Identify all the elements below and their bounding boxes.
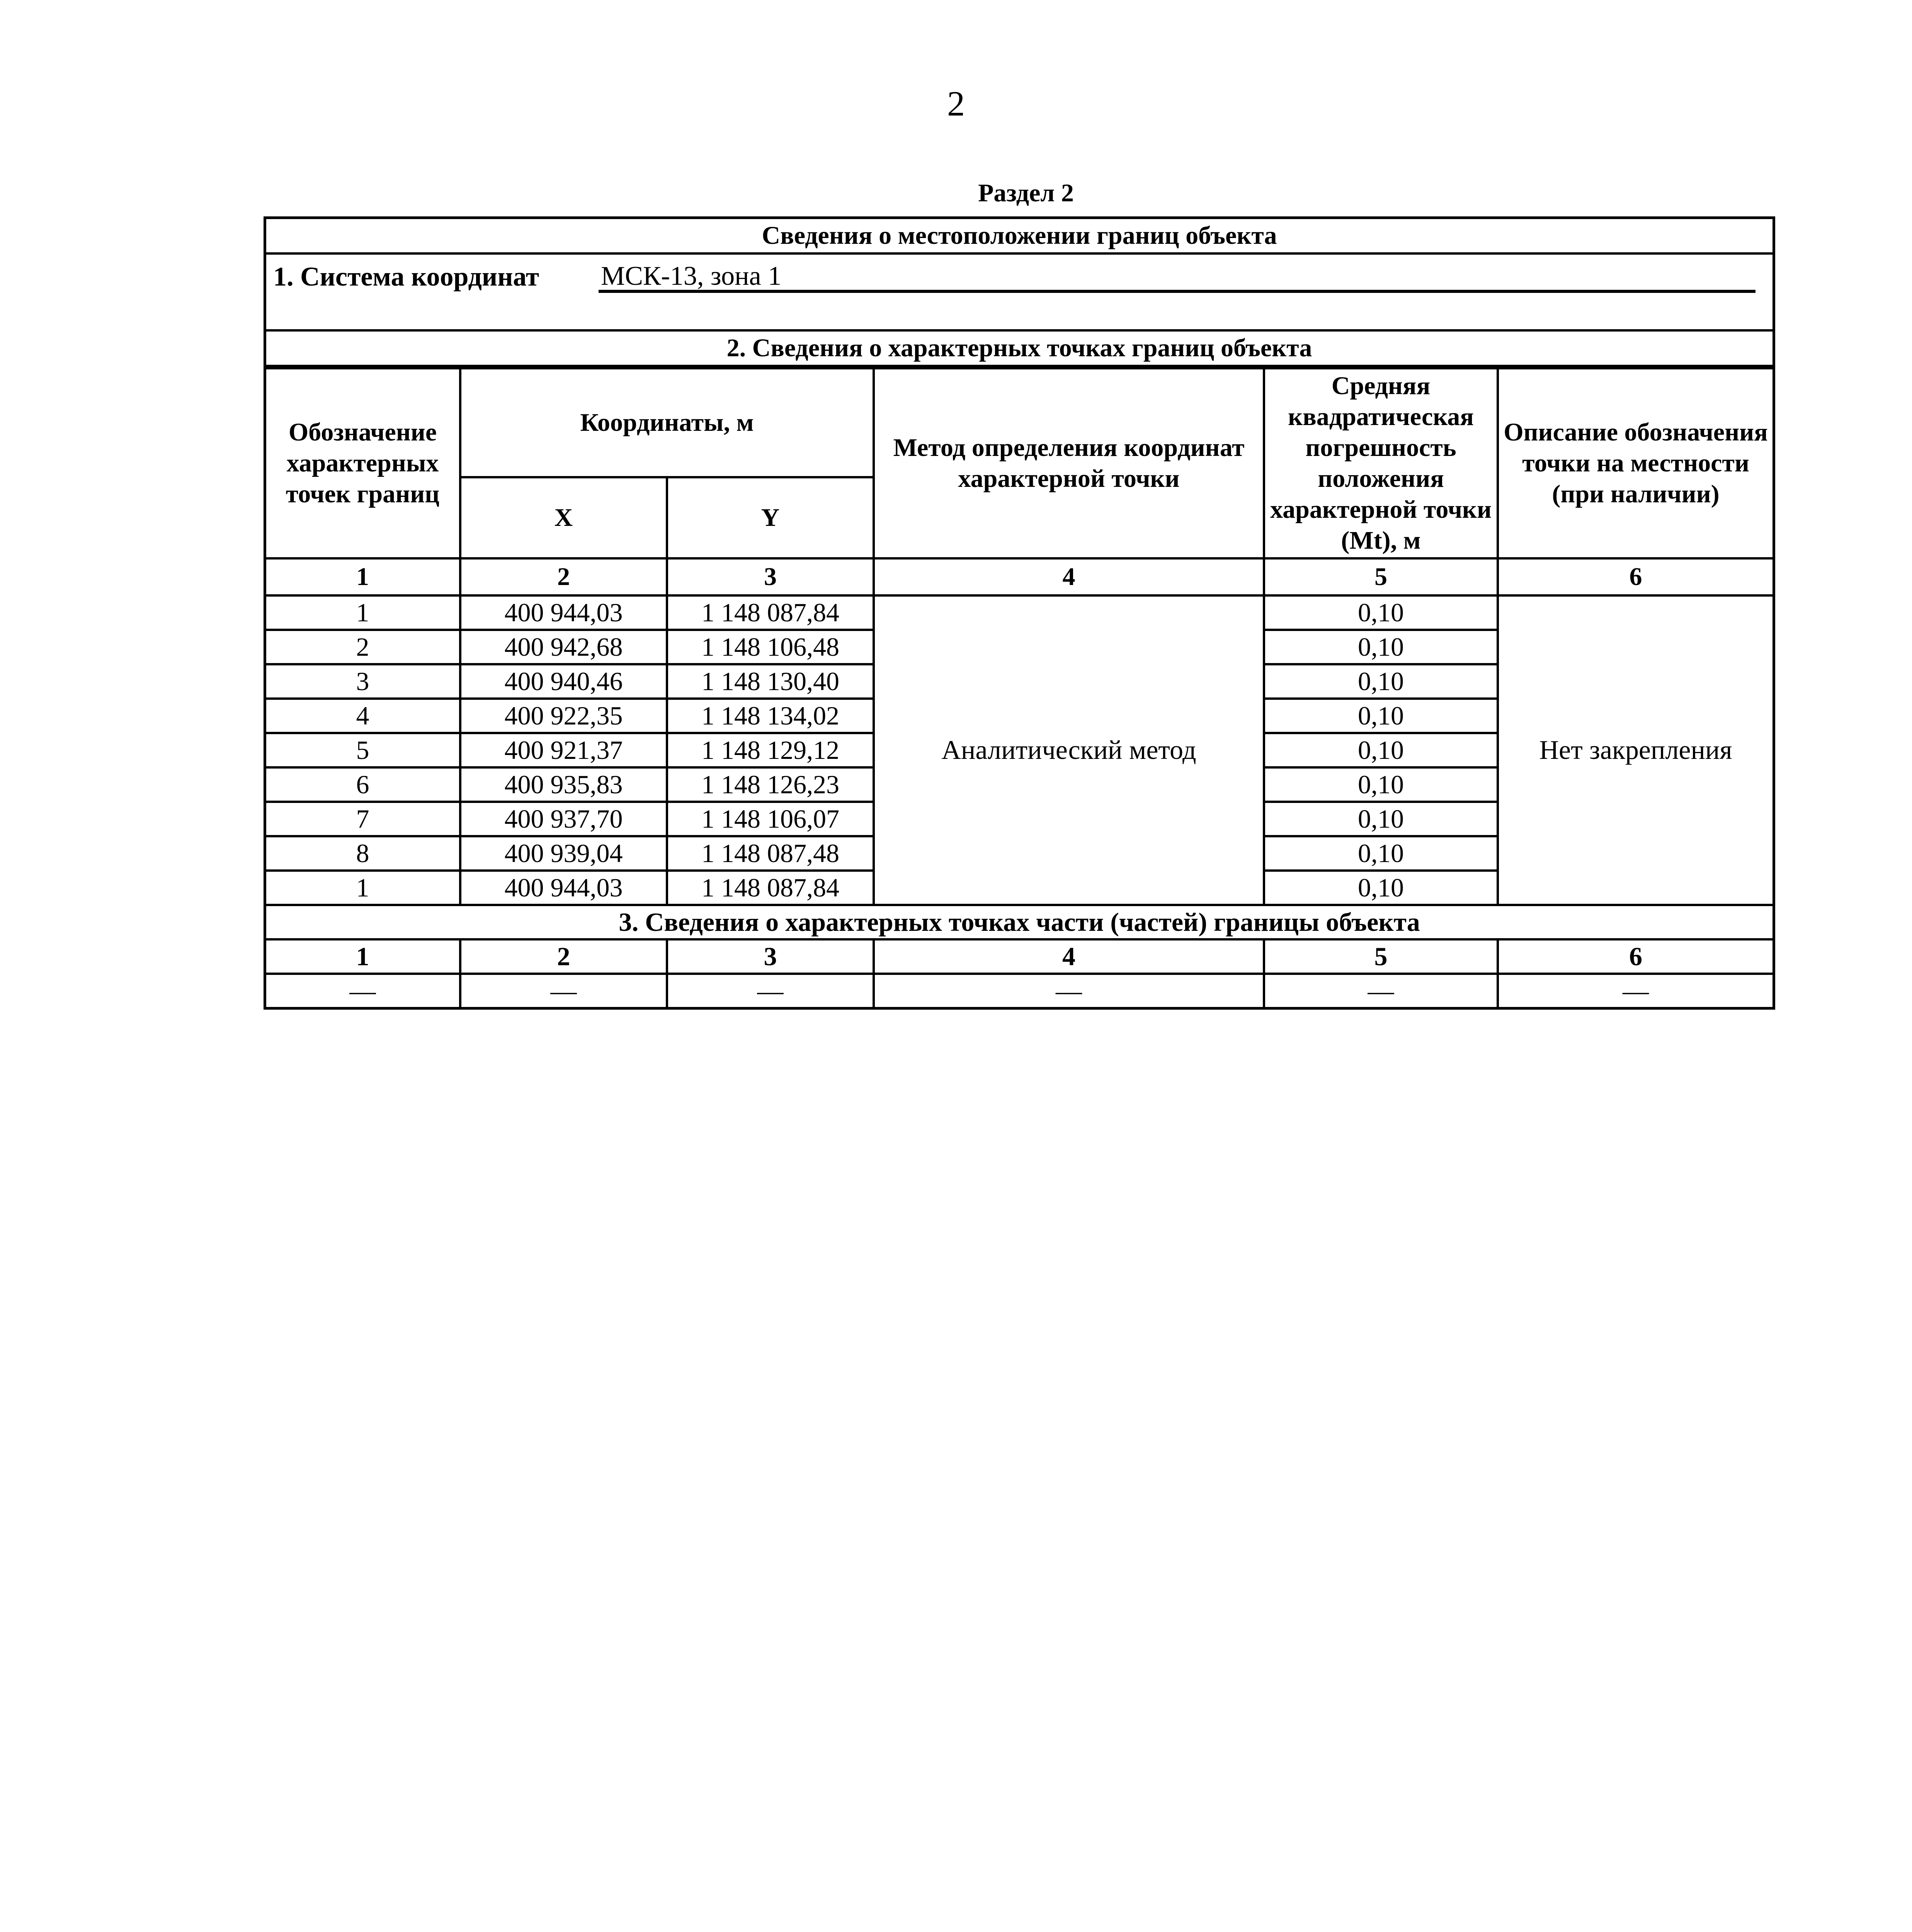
column-number: 4	[874, 558, 1264, 595]
point-mt: 0,10	[1264, 733, 1498, 767]
point-y: 1 148 087,48	[667, 836, 874, 871]
empty-dash: —	[460, 974, 667, 1007]
coordinate-system-row	[266, 255, 1773, 298]
point-y: 1 148 087,84	[667, 871, 874, 905]
points-section-title: 2. Сведения о характерных точках границ объекта	[266, 332, 1773, 367]
point-y: 1 148 106,48	[667, 630, 874, 664]
header-coordinates: Координаты, м	[460, 368, 874, 477]
point-x: 400 939,04	[460, 836, 667, 871]
column-number: 6	[1498, 939, 1773, 974]
point-id: 8	[266, 836, 460, 871]
header-designation: Обозначение характерных точек границ	[266, 368, 460, 558]
point-id: 2	[266, 630, 460, 664]
point-x: 400 922,35	[460, 699, 667, 733]
empty-dash: —	[1264, 974, 1498, 1007]
point-y: 1 148 129,12	[667, 733, 874, 767]
point-mt: 0,10	[1264, 767, 1498, 802]
point-y: 1 148 087,84	[667, 595, 874, 630]
column-number: 3	[667, 939, 874, 974]
column-number: 1	[266, 558, 460, 595]
point-id: 3	[266, 664, 460, 699]
header-x: X	[460, 477, 667, 558]
description-cell: Нет закрепления	[1498, 595, 1773, 905]
column-number: 5	[1264, 939, 1498, 974]
point-mt: 0,10	[1264, 836, 1498, 871]
point-mt: 0,10	[1264, 802, 1498, 836]
point-mt: 0,10	[1264, 871, 1498, 905]
coordinate-system-label: 1. Система координат	[273, 262, 539, 292]
column-number: 1	[266, 939, 460, 974]
page-number: 2	[947, 84, 965, 123]
table-row	[266, 595, 1773, 630]
column-number: 6	[1498, 558, 1773, 595]
point-id: 1	[266, 871, 460, 905]
point-id: 7	[266, 802, 460, 836]
column-number: 4	[874, 939, 1264, 974]
parts-empty-row	[266, 974, 1773, 1007]
point-mt: 0,10	[1264, 699, 1498, 733]
column-number: 5	[1264, 558, 1498, 595]
point-x: 400 944,03	[460, 595, 667, 630]
point-id: 5	[266, 733, 460, 767]
method-cell: Аналитический метод	[874, 595, 1264, 905]
point-y: 1 148 126,23	[667, 767, 874, 802]
boundary-document-table	[264, 216, 1775, 1010]
point-x: 400 940,46	[460, 664, 667, 699]
point-x: 400 937,70	[460, 802, 667, 836]
header-method: Метод определения координат характерной точки	[874, 368, 1264, 558]
point-mt: 0,10	[1264, 630, 1498, 664]
parts-section-title-row	[266, 905, 1773, 939]
parts-section-title: 3. Сведения о характерных точках части (частей) границы объекта	[266, 905, 1773, 939]
empty-dash: —	[1498, 974, 1773, 1007]
empty-dash: —	[667, 974, 874, 1007]
empty-dash: —	[266, 974, 460, 1007]
point-y: 1 148 130,40	[667, 664, 874, 699]
point-x: 400 935,83	[460, 767, 667, 802]
points-table	[266, 367, 1773, 1007]
point-y: 1 148 134,02	[667, 699, 874, 733]
header-accuracy: Средняя квадратическая погрешность положения характерной точки (Mt), м	[1264, 368, 1498, 558]
header-y: Y	[667, 477, 874, 558]
column-number: 2	[460, 939, 667, 974]
empty-dash: —	[874, 974, 1264, 1007]
point-id: 1	[266, 595, 460, 630]
column-numbers-row	[266, 558, 1773, 595]
column-number: 2	[460, 558, 667, 595]
header-description: Описание обозначения точки на местности (при наличии)	[1498, 368, 1773, 558]
column-number: 3	[667, 558, 874, 595]
coordinate-system-blank-line	[266, 298, 1773, 332]
point-mt: 0,10	[1264, 595, 1498, 630]
parts-column-numbers-row	[266, 939, 1773, 974]
point-x: 400 942,68	[460, 630, 667, 664]
point-x: 400 921,37	[460, 733, 667, 767]
point-mt: 0,10	[1264, 664, 1498, 699]
point-id: 4	[266, 699, 460, 733]
point-x: 400 944,03	[460, 871, 667, 905]
section-title: Раздел 2	[978, 179, 1074, 207]
point-id: 6	[266, 767, 460, 802]
coordinate-system-value: МСК-13, зона 1	[599, 262, 1756, 293]
point-y: 1 148 106,07	[667, 802, 874, 836]
location-heading: Сведения о местоположении границ объекта	[266, 219, 1773, 255]
